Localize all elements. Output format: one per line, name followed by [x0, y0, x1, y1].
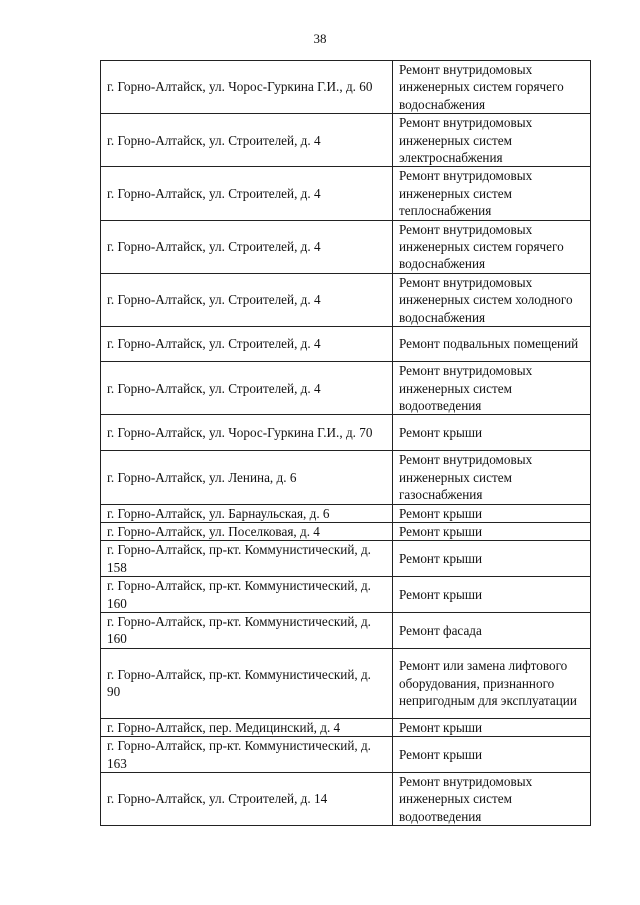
table-row [101, 577, 591, 613]
table-row [101, 648, 591, 718]
table-row [101, 504, 591, 522]
work-cell: Ремонт фасада [392, 612, 590, 648]
address-cell: г. Горно-Алтайск, ул. Строителей, д. 4 [101, 273, 393, 326]
table-row [101, 167, 591, 220]
address-cell: г. Горно-Алтайск, пр-кт. Коммунистический, д. 160 [101, 577, 393, 613]
work-cell: Ремонт внутридомовых инженерных систем горячего водоснабжения [392, 61, 590, 114]
table-row [101, 362, 591, 415]
address-cell: г. Горно-Алтайск, пр-кт. Коммунистический, д. 160 [101, 612, 393, 648]
work-cell: Ремонт крыши [392, 577, 590, 613]
address-cell: г. Горно-Алтайск, ул. Ленина, д. 6 [101, 451, 393, 504]
table-row [101, 451, 591, 504]
table-row [101, 541, 591, 577]
work-cell: Ремонт внутридомовых инженерных систем водоотведения [392, 362, 590, 415]
table-row [101, 61, 591, 114]
work-cell: Ремонт крыши [392, 504, 590, 522]
address-cell: г. Горно-Алтайск, ул. Строителей, д. 4 [101, 167, 393, 220]
address-cell: г. Горно-Алтайск, ул. Барнаульская, д. 6 [101, 504, 393, 522]
work-cell: Ремонт внутридомовых инженерных систем горячего водоснабжения [392, 220, 590, 273]
work-cell: Ремонт внутридомовых инженерных систем электроснабжения [392, 114, 590, 167]
address-cell: г. Горно-Алтайск, ул. Поселковая, д. 4 [101, 522, 393, 540]
address-cell: г. Горно-Алтайск, ул. Строителей, д. 4 [101, 362, 393, 415]
work-cell: Ремонт внутридомовых инженерных систем теплоснабжения [392, 167, 590, 220]
table-row [101, 114, 591, 167]
table-row [101, 612, 591, 648]
table-row [101, 718, 591, 736]
address-cell: г. Горно-Алтайск, ул. Строителей, д. 14 [101, 773, 393, 826]
address-cell: г. Горно-Алтайск, пр-кт. Коммунистический, д. 163 [101, 737, 393, 773]
table-row [101, 273, 591, 326]
work-cell: Ремонт крыши [392, 718, 590, 736]
work-cell: Ремонт внутридомовых инженерных систем холодного водоснабжения [392, 273, 590, 326]
address-cell: г. Горно-Алтайск, ул. Строителей, д. 4 [101, 220, 393, 273]
table-row [101, 773, 591, 826]
work-cell: Ремонт или замена лифтового оборудования, признанного непригодным для эксплуатации [392, 648, 590, 718]
work-cell: Ремонт крыши [392, 737, 590, 773]
address-cell: г. Горно-Алтайск, ул. Строителей, д. 4 [101, 114, 393, 167]
address-cell: г. Горно-Алтайск, пр-кт. Коммунистический, д. 158 [101, 541, 393, 577]
work-cell: Ремонт внутридомовых инженерных систем газоснабжения [392, 451, 590, 504]
table-row [101, 522, 591, 540]
address-cell: г. Горно-Алтайск, пер. Медицинский, д. 4 [101, 718, 393, 736]
work-cell: Ремонт крыши [392, 541, 590, 577]
work-cell: Ремонт внутридомовых инженерных систем водоотведения [392, 773, 590, 826]
address-cell: г. Горно-Алтайск, пр-кт. Коммунистический, д. 90 [101, 648, 393, 718]
address-cell: г. Горно-Алтайск, ул. Чорос-Гуркина Г.И., д. 70 [101, 415, 393, 451]
work-cell: Ремонт крыши [392, 415, 590, 451]
page-number: 38 [313, 31, 327, 46]
table-row [101, 737, 591, 773]
work-cell: Ремонт крыши [392, 522, 590, 540]
address-cell: г. Горно-Алтайск, ул. Чорос-Гуркина Г.И., д. 60 [101, 61, 393, 114]
work-cell: Ремонт подвальных помещений [392, 327, 590, 362]
table-row [101, 220, 591, 273]
table-row [101, 415, 591, 451]
address-cell: г. Горно-Алтайск, ул. Строителей, д. 4 [101, 327, 393, 362]
repair-works-table [100, 60, 591, 826]
table-row [101, 327, 591, 362]
